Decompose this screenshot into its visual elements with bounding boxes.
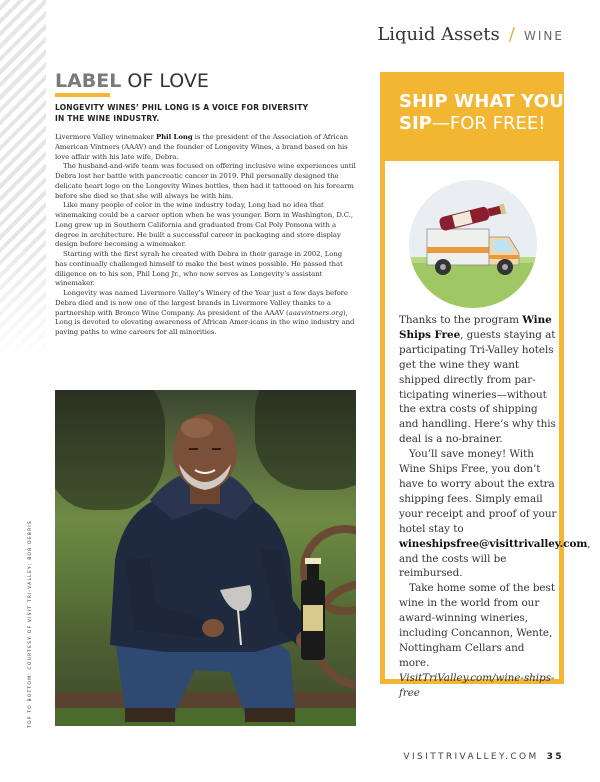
article-title-bold: LABEL bbox=[55, 70, 122, 92]
dek-line-2: IN THE WINE INDUSTRY. bbox=[55, 113, 160, 123]
sidebar-box bbox=[380, 72, 591, 699]
wine-truck-illustration bbox=[405, 177, 541, 311]
section-name: Liquid Assets bbox=[377, 24, 500, 45]
sidebar-heading bbox=[385, 77, 565, 161]
article-title bbox=[55, 72, 209, 91]
article-body bbox=[55, 133, 356, 338]
program-name: Wine Ships Free bbox=[399, 314, 552, 341]
sidebar-paragraph-3: Take home some of the best wine in the world from our award-winning wineries, including Concannon, Wente, Nottingham Cellars and more. VisitTriValley.com/wine-ships-free bbox=[399, 582, 555, 699]
email-link[interactable]: wineshipsfree@visittrivalley.com bbox=[399, 537, 588, 550]
sidebar-heading-line-2: SIP—FOR FREE! bbox=[399, 113, 546, 134]
title-underline bbox=[55, 93, 110, 97]
page-number: 35 bbox=[546, 752, 564, 762]
man-with-wine-figure bbox=[55, 390, 356, 726]
body-paragraph-2: The husband-and-wife team was focused on offering inclusive wine experiences until Debra lost her battle with pancreatic cancer in 2019. Phil personally designed the delicate heart logo on the Longevity Wines bottles, then had it tattooed on his forearm before she died so that she will always be with him. bbox=[55, 162, 356, 200]
body-paragraph-4: Starting with the first syrah he created with Debra in their garage in 2002, Long has continually challenged himself to make the best wines possible. He passed that diligence on to his son, Phil Long Jr., who now serves as Longevity’s assistant winemaker. bbox=[55, 250, 343, 288]
sidebar-heading-line-1: SHIP WHAT YOU bbox=[399, 91, 565, 112]
section-category: WINE bbox=[524, 29, 564, 43]
sidebar-paragraph-1: Thanks to the program Wine Ships Free, guests staying at participating Tri-Valley hotels get the wine they want shipped directly from par-ticipating wineries—without the extra costs of shipping and handling. Here’s why this deal is a no-brainer. bbox=[399, 314, 556, 446]
body-paragraph-1: Livermore Valley winemaker Phil Long is the president of the Association of African American Vintners (AAAV) and the founder of Longevity Wines, a brand based on his love affair with his late wife, Debra. bbox=[55, 133, 348, 161]
page-footer bbox=[403, 752, 564, 762]
footer-site[interactable]: VISITTRIVALLEY.COM bbox=[403, 752, 539, 762]
article-dek bbox=[55, 103, 315, 124]
article-title-rest: OF LOVE bbox=[121, 70, 209, 92]
decorative-stripes bbox=[0, 0, 46, 360]
person-name: Phil Long bbox=[155, 133, 193, 141]
section-divider: / bbox=[508, 24, 515, 45]
portrait-photo bbox=[55, 390, 356, 726]
dek-line-1: LONGEVITY WINES’ PHIL LONG IS A VOICE FOR DIVERSITY bbox=[55, 103, 309, 112]
sidebar-paragraph-2: You’ll save money! With Wine Ships Free, you don’t have to worry about the extra shipping fees. Simply email your receipt and proof of your hotel stay to wineshipsfree@visittrivalley.com, and the costs will be reimbursed. bbox=[399, 448, 591, 580]
body-paragraph-5: Longevity was named Livermore Valley’s Winery of the Year just a few days before Debra died and is now one of the largest brands in Livermore Valley thanks to a partnership with Bronco Wine Company. As president of the AAAV (aaavintners.org), Long is devoted to elevating awareness of African Amer-icans in the wine industry and paving paths to wine careers for all minorities. bbox=[55, 289, 355, 336]
photo-credit: TOP TO BOTTOM: COURTESY OF VISIT TRI-VALLEY; BOB DEBRIS bbox=[28, 520, 33, 728]
body-paragraph-3: Like many people of color in the wine industry today, Long had no idea that winemaking could be a career option when he was younger. Born in Washington, D.C., Long grew up in Southern California and graduated from Cal Poly Pomona with a degree in architecture. He built a successful career in packaging and store display design before becoming a winemaker. bbox=[55, 201, 354, 249]
aaav-link[interactable]: aaavintners.org bbox=[288, 308, 343, 317]
sidebar-text bbox=[399, 313, 591, 701]
visit-link[interactable]: VisitTriValley.com/wine-ships-free bbox=[399, 671, 555, 699]
section-header bbox=[377, 24, 564, 45]
